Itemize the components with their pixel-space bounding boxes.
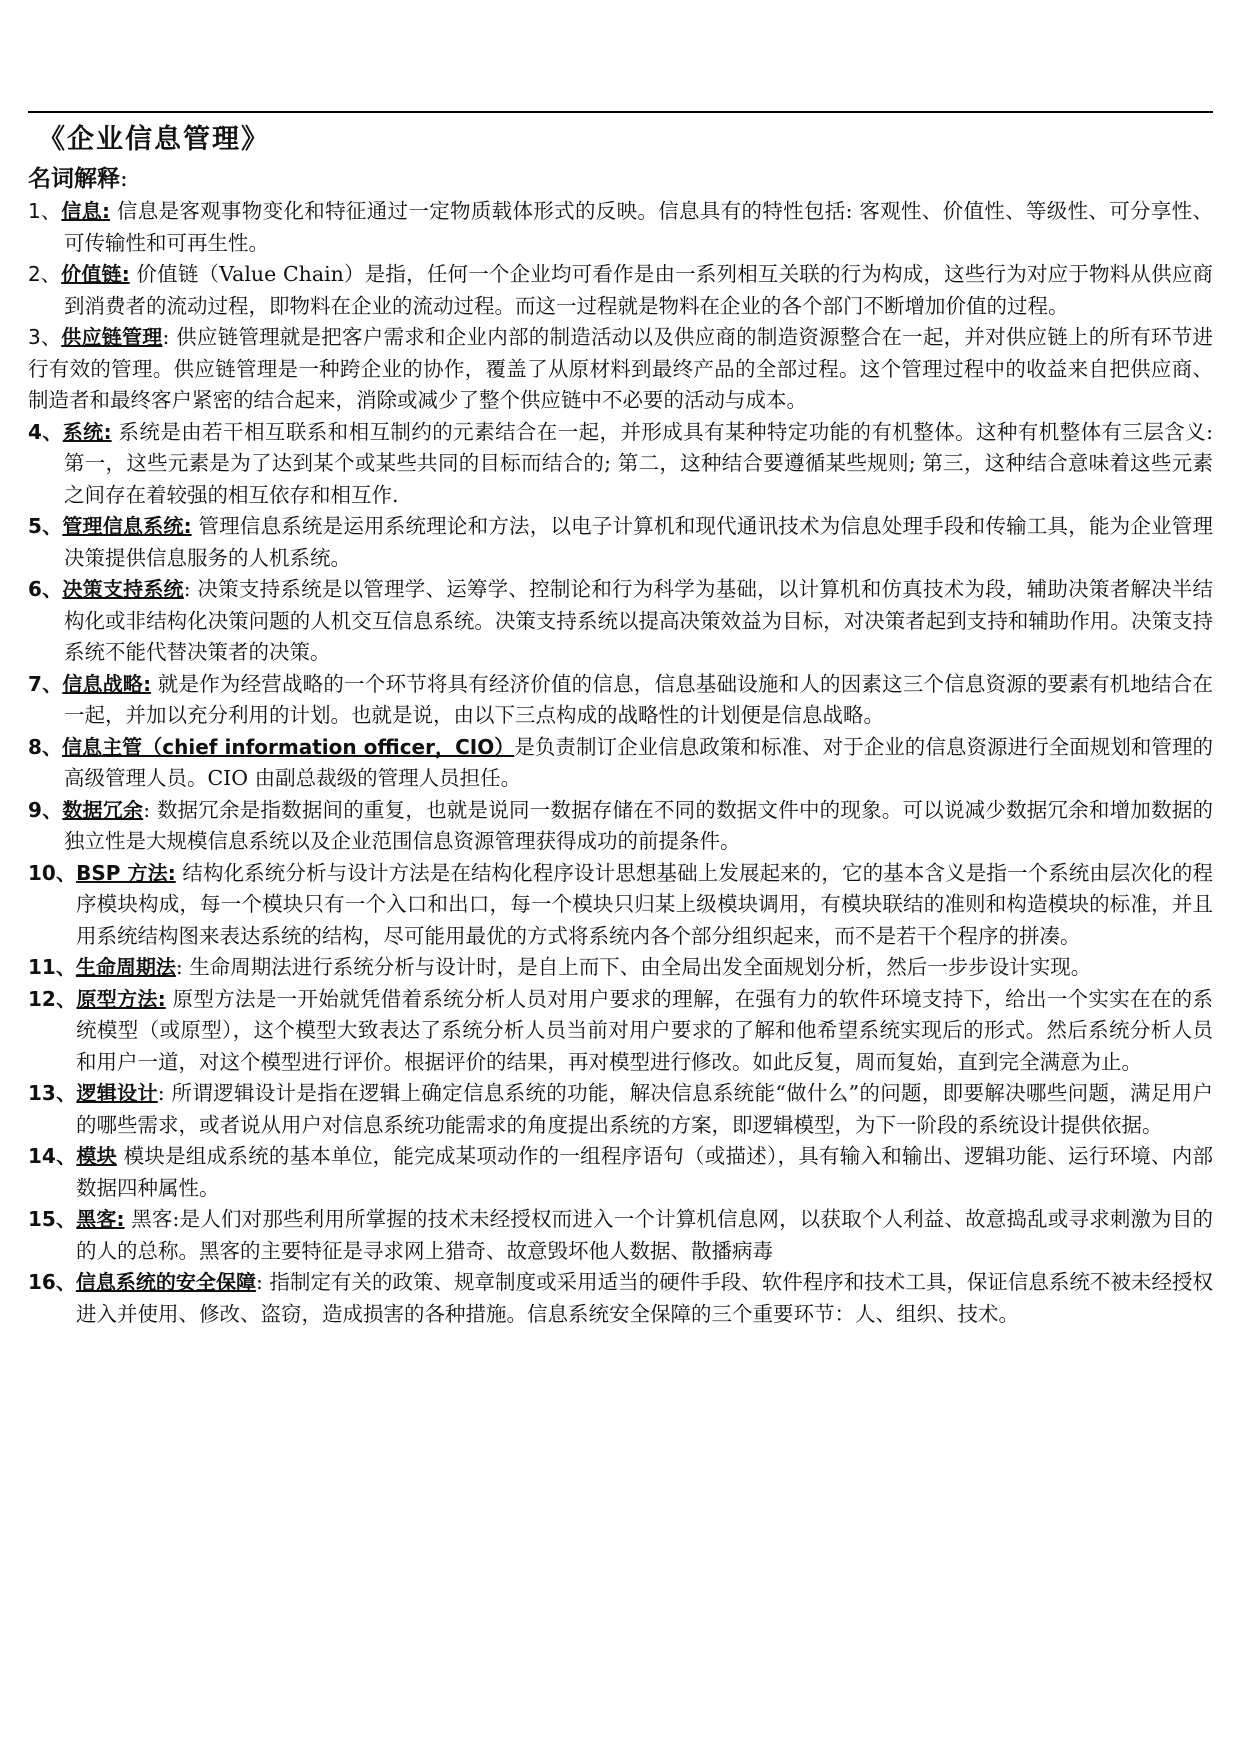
term-number: 10、 (28, 860, 77, 885)
term-item (28, 1141, 1213, 1204)
term-list (28, 196, 1213, 1330)
term-item (28, 669, 1213, 732)
term-item (28, 858, 1213, 953)
term-definition: 管理信息系统是运用系统理论和方法，以电子计算机和现代通讯技术为信息处理手段和传输工具，能为企业管理决策提供信息服务的人机系统。 (64, 514, 1214, 570)
term-definition: 结构化系统分析与设计方法是在结构化程序设计思想基础上发展起来的，它的基本含义是指一个系统由层次化的程序模块构成，每一个模块只有一个入口和出口，每一个模块只归某上级模块调用，有模块联结的准则和构造模块的标准，并且用系统结构图来表达系统的结构，尽可能用最优的方式将系统内各个部分组织起来，而不是若干个程序的拼凑。 (76, 860, 1213, 948)
term-definition: 原型方法是一开始就凭借着系统分析人员对用户要求的理解，在强有力的软件环境支持下，给出一个实实在在的系统模型（或原型），这个模型大致表达了系统分析人员当前对用户要求的了解和他希望系统实现后的形式。然后系统分析人员和用户一道，对这个模型进行评价。根据评价的结果，再对模型进行修改。如此反复，周而复始，直到完全满意为止。 (76, 986, 1213, 1074)
document-title: 《企业信息管理》 (38, 124, 270, 155)
term-label: 黑客: (76, 1207, 125, 1231)
term-definition: 价值链（Value Chain）是指，任何一个企业均可看作是由一系列相互关联的行为构成，这些行为对应于物料从供应商到消费者的流动过程，即物料在企业的流动过程。而这一过程就是物料在企业的各个部门不断增加价值的过程。 (64, 262, 1214, 318)
term-definition: 就是作为经营战略的一个环节将具有经济价值的信息，信息基础设施和人的因素这三个信息资源的要素有机地结合在一起，并加以充分利用的计划。也就是说，由以下三点构成的战略性的计划便是信息战略。 (64, 671, 1214, 727)
section-heading-text: 名词解释 (28, 166, 120, 192)
term-item (28, 196, 1213, 259)
term-number: 13、 (28, 1081, 77, 1105)
term-label: BSP 方法: (76, 860, 176, 885)
term-number: 7、 (28, 671, 63, 696)
term-item (28, 417, 1213, 512)
term-item (28, 574, 1213, 669)
header-rule (28, 111, 1213, 113)
term-item (28, 1267, 1213, 1330)
term-item (28, 1204, 1213, 1267)
term-label: 生命周期法 (75, 955, 176, 979)
term-number: 9、 (28, 797, 63, 822)
term-definition: : 数据冗余是指数据间的重复，也就是说同一数据存储在不同的数据文件中的现象。可以说减少数据冗余和增加数据的独立性是大规模信息系统以及企业范围信息资源管理获得成功的前提条件。 (64, 797, 1213, 853)
term-label: 数据冗余 (62, 797, 144, 822)
term-definition: 模块是组成系统的基本单位，能完成某项动作的一组程序语句（或描述），具有输入和输出、逻辑功能、运行环境、内部数据四种属性。 (76, 1144, 1214, 1200)
term-label: 信息系统的安全保障 (75, 1270, 256, 1294)
term-definition: 系统是由若干相互联系和相互制约的元素结合在一起，并形成具有某种特定功能的有机整体。这种有机整体有三层含义: 第一，这些元素是为了达到某个或某些共同的目标而结合的; 第二，这种结合要遵循某些规则; 第三，这种结合意味着这些元素之间存在着较强的相互依存和相互作. (64, 419, 1213, 507)
term-definition: : 指制定有关的政策、规章制度或采用适当的硬件手段、软件程序和技术工具，保证信息系统不被未经授权进入并使用、修改、盗窃，造成损害的各种措施。信息系统安全保障的三个重要环节：人、组织、技术。 (76, 1270, 1213, 1326)
section-heading (28, 160, 128, 193)
term-label: 信息战略: (62, 671, 152, 696)
term-item (28, 259, 1213, 322)
term-number: 11、 (28, 955, 76, 979)
term-number: 15、 (28, 1207, 77, 1231)
term-item (28, 511, 1213, 574)
term-item (28, 1078, 1213, 1141)
term-number: 4、 (28, 419, 63, 444)
term-item (28, 322, 1213, 417)
term-label: 原型方法: (76, 986, 166, 1011)
term-number: 6、 (28, 577, 63, 601)
term-number: 2、 (28, 262, 62, 286)
term-number: 8、 (28, 734, 63, 759)
term-label: 信息主管（chief information officer，CIO） (62, 734, 515, 759)
term-item (28, 984, 1213, 1079)
term-definition: : 供应链管理就是把客户需求和企业内部的制造活动以及供应商的制造资源整合在一起，并对供应链上的所有环节进行有效的管理。供应链管理是一种跨企业的协作，覆盖了从原材料到最终产品的全部过程。这个管理过程中的收益来自把供应商、制造者和最终客户紧密的结合起来，消除或减少了整个供应链中不必要的活动与成本。 (28, 325, 1214, 412)
term-definition: : 生命周期法进行系统分析与设计时，是自上而下、由全局出发全面规划分析，然后一步步设计实现。 (175, 955, 1092, 979)
term-definition: : 决策支持系统是以管理学、运筹学、控制论和行为科学为基础，以计算机和仿真技术为段，辅助决策者解决半结构化或非结构化决策问题的人机交互信息系统。决策支持系统以提高决策效益为目标，对决策者起到支持和辅助作用。决策支持系统不能代替决策者的决策。 (64, 577, 1214, 664)
term-definition: 是负责制订企业信息政策和标准、对于企业的信息资源进行全面规划和管理的高级管理人员。CIO 由副总裁级的管理人员担任。 (64, 734, 1214, 790)
section-heading-colon: : (120, 166, 128, 192)
term-label: 管理信息系统: (62, 514, 192, 538)
term-number: 1、 (28, 199, 62, 223)
term-definition: : 所谓逻辑设计是指在逻辑上确定信息系统的功能，解决信息系统能“做什么”的问题，即要解决哪些问题，满足用户的哪些需求，或者说从用户对信息系统功能需求的角度提出系统的方案，即逻辑模型，为下一阶段的系统设计提供依据。 (76, 1081, 1214, 1137)
term-number: 12、 (28, 986, 77, 1011)
term-number: 16、 (28, 1270, 76, 1294)
term-label: 逻辑设计 (76, 1081, 158, 1105)
term-label: 模块 (76, 1144, 117, 1168)
term-label: 决策支持系统 (62, 577, 184, 601)
term-label: 价值链: (61, 262, 130, 286)
term-definition: 黑客:是人们对那些利用所掌握的技术未经授权而进入一个计算机信息网，以获取个人利益、故意捣乱或寻求刺激为目的的人的总称。黑客的主要特征是寻求网上猎奇、故意毁坏他人数据、散播病毒 (76, 1207, 1214, 1263)
term-item (28, 795, 1213, 858)
term-number: 5、 (28, 514, 63, 538)
term-label: 供应链管理 (61, 325, 163, 349)
term-definition: 信息是客观事物变化和特征通过一定物质载体形式的反映。信息具有的特性包括: 客观性、价值性、等级性、可分享性、可传输性和可再生性。 (64, 199, 1214, 255)
term-number: 14、 (28, 1144, 77, 1168)
term-item (28, 732, 1213, 795)
term-number: 3、 (28, 325, 62, 349)
term-label: 信息: (61, 199, 111, 223)
term-label: 系统: (62, 419, 112, 444)
term-item (28, 952, 1213, 984)
